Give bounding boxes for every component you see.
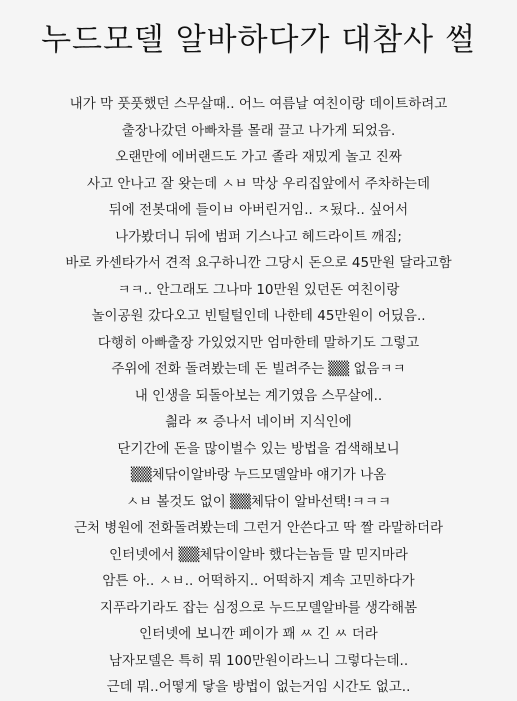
story-line: 근처 병원에 전화돌려봤는데 그런거 안쓴다고 딱 짤 라말하더라	[73, 520, 444, 536]
story-line: 지푸라기라도 잡는 심정으로 누드모델알바를 생각해봄	[99, 599, 418, 616]
story-line: 사고 안나고 잘 왓는데 ㅅㅂ 막상 우리집앞에서 주차하는데	[86, 175, 431, 192]
story-line: ▒▒체닦이알바랑 누드모델알바 얘기가 나옴	[130, 467, 387, 483]
story-line: 남자모델은 특히 뭐 100만원이라느니 그렇다는데..	[108, 652, 409, 669]
story-line: 내 인생을 되돌아보는 계기였음 스무살에..	[134, 387, 383, 404]
story-line: 주위에 전화 돌려봤는데 돈 빌려주는 ▒▒ 없음ㅋㅋ	[111, 361, 406, 377]
story-line: 다행히 아빠출장 가있었지만 엄마한테 말하기도 그렇고	[97, 334, 420, 351]
story-line: 놀이공원 갔다오고 빈털털인데 나한테 45만원이 어딨음..	[91, 308, 426, 324]
story-line: 오랜만에 에버랜드도 가고 졸라 재밌게 놀고 진짜	[115, 149, 402, 165]
story-line: 암튼 아.. ㅅㅂ.. 어떡하지.. 어떡하지 계속 고민하다가	[102, 573, 415, 589]
story-line: 바로 카센타가서 견적 요구하니깐 그당시 돈으로 45만원 달라고함	[65, 255, 452, 271]
story-line: 단기간에 돈을 많이벌수 있는 방법을 검색해보니	[117, 440, 400, 457]
story-line: 내가 막 풋풋했던 스무살때.. 어느 여름날 여친이랑 데이트하려고	[69, 96, 448, 112]
story-line: 뒤에 전봇대에 들이ㅂ 아버린거임.. ㅈ됬다.. 싶어서	[108, 202, 409, 218]
story-line: 인터넷에 보니깐 페이가 꽤 ㅆ 긴 ㅆ 더라	[139, 626, 378, 642]
story-line: 나가봤더니 뒤에 범퍼 기스나고 헤드라이트 깨짐;	[115, 228, 402, 245]
story-line: 칆라 ㅉ 증나서 네이버 지식인에	[165, 414, 352, 430]
story-line: 인터넷에서 ▒▒체닦이알바 했다는놈들 말 믿지마라	[109, 546, 408, 563]
page-title: 누드모델 알바하다가 대참사 썰	[41, 22, 476, 58]
story-line: 출장나갔던 아빠차를 몰래 끌고 나가게 되었음.	[121, 122, 396, 139]
story-line: 근데 뭐..어떻게 닿을 방법이 없는거임 시간도 없고..	[106, 679, 411, 695]
story-body	[0, 91, 517, 701]
story-line: ㅋㅋ.. 안그래도 그나마 10만원 있던돈 여친이랑	[117, 281, 400, 298]
story-line: ㅅㅂ 볼것도 없이 ▒▒체닦이 알바선택!ㅋㅋㅋ	[125, 493, 392, 510]
